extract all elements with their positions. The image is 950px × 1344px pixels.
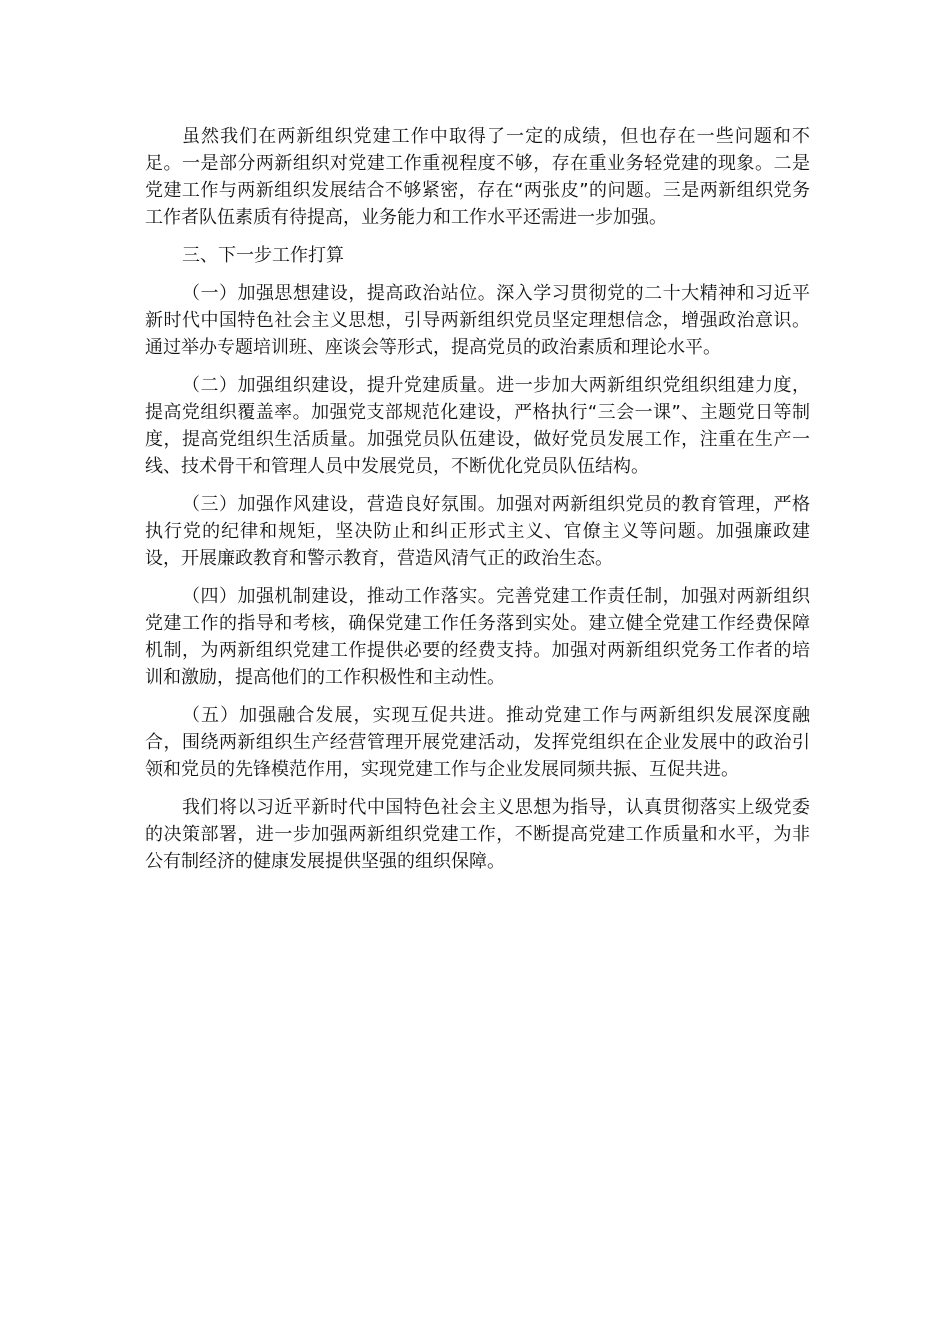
paragraph-ideological-building: （一）加强思想建设，提高政治站位。深入学习贯彻党的二十大精神和习近平新时代中国特色社会主义思想，引导两新组织党员坚定理想信念，增强政治意识。通过举办专题培训班、座谈会等形式，提高党员的政治素质和理论水平。 <box>145 283 810 358</box>
paragraph-mechanism-building: （四）加强机制建设，推动工作落实。完善党建工作责任制，加强对两新组织党建工作的指导和考核，确保党建工作任务落到实处。建立健全党建工作经费保障机制，为两新组织党建工作提供必要的经费支持。加强对两新组织党务工作者的培训和激励，提高他们的工作积极性和主动性。 <box>145 586 810 688</box>
section-heading-next-plans: 三、下一步工作打算 <box>182 245 344 266</box>
paragraph-integrated-development: （五）加强融合发展，实现互促共进。推动党建工作与两新组织发展深度融合，围绕两新组织生产经营管理开展党建活动，发挥党组织在企业发展中的政治引领和党员的先锋模范作用，实现党建工作与企业发展同频共振、互促共进。 <box>145 705 810 780</box>
paragraph-organizational-building: （二）加强组织建设，提升党建质量。进一步加大两新组织党组织组建力度，提高党组织覆盖率。加强党支部规范化建设，严格执行“三会一课”、主题党日等制度，提高党组织生活质量。加强党员队伍建设，做好党员发展工作，注重在生产一线、技术骨干和管理人员中发展党员，不断优化党员队伍结构。 <box>145 375 810 477</box>
paragraph-problems: 虽然我们在两新组织党建工作中取得了一定的成绩，但也存在一些问题和不足。一是部分两新组织对党建工作重视程度不够，存在重业务轻党建的现象。二是党建工作与两新组织发展结合不够紧密，存在“两张皮”的问题。三是两新组织党务工作者队伍素质有待提高，业务能力和工作水平还需进一步加强。 <box>145 126 810 228</box>
paragraph-conclusion: 我们将以习近平新时代中国特色社会主义思想为指导，认真贯彻落实上级党委的决策部署，进一步加强两新组织党建工作，不断提高党建工作质量和水平，为非公有制经济的健康发展提供坚强的组织保障。 <box>145 797 810 872</box>
document-body <box>145 123 810 886</box>
paragraph-work-style-building: （三）加强作风建设，营造良好氛围。加强对两新组织党员的教育管理，严格执行党的纪律和规矩，坚决防止和纠正形式主义、官僚主义等问题。加强廉政建设，开展廉政教育和警示教育，营造风清气正的政治生态。 <box>145 494 810 569</box>
